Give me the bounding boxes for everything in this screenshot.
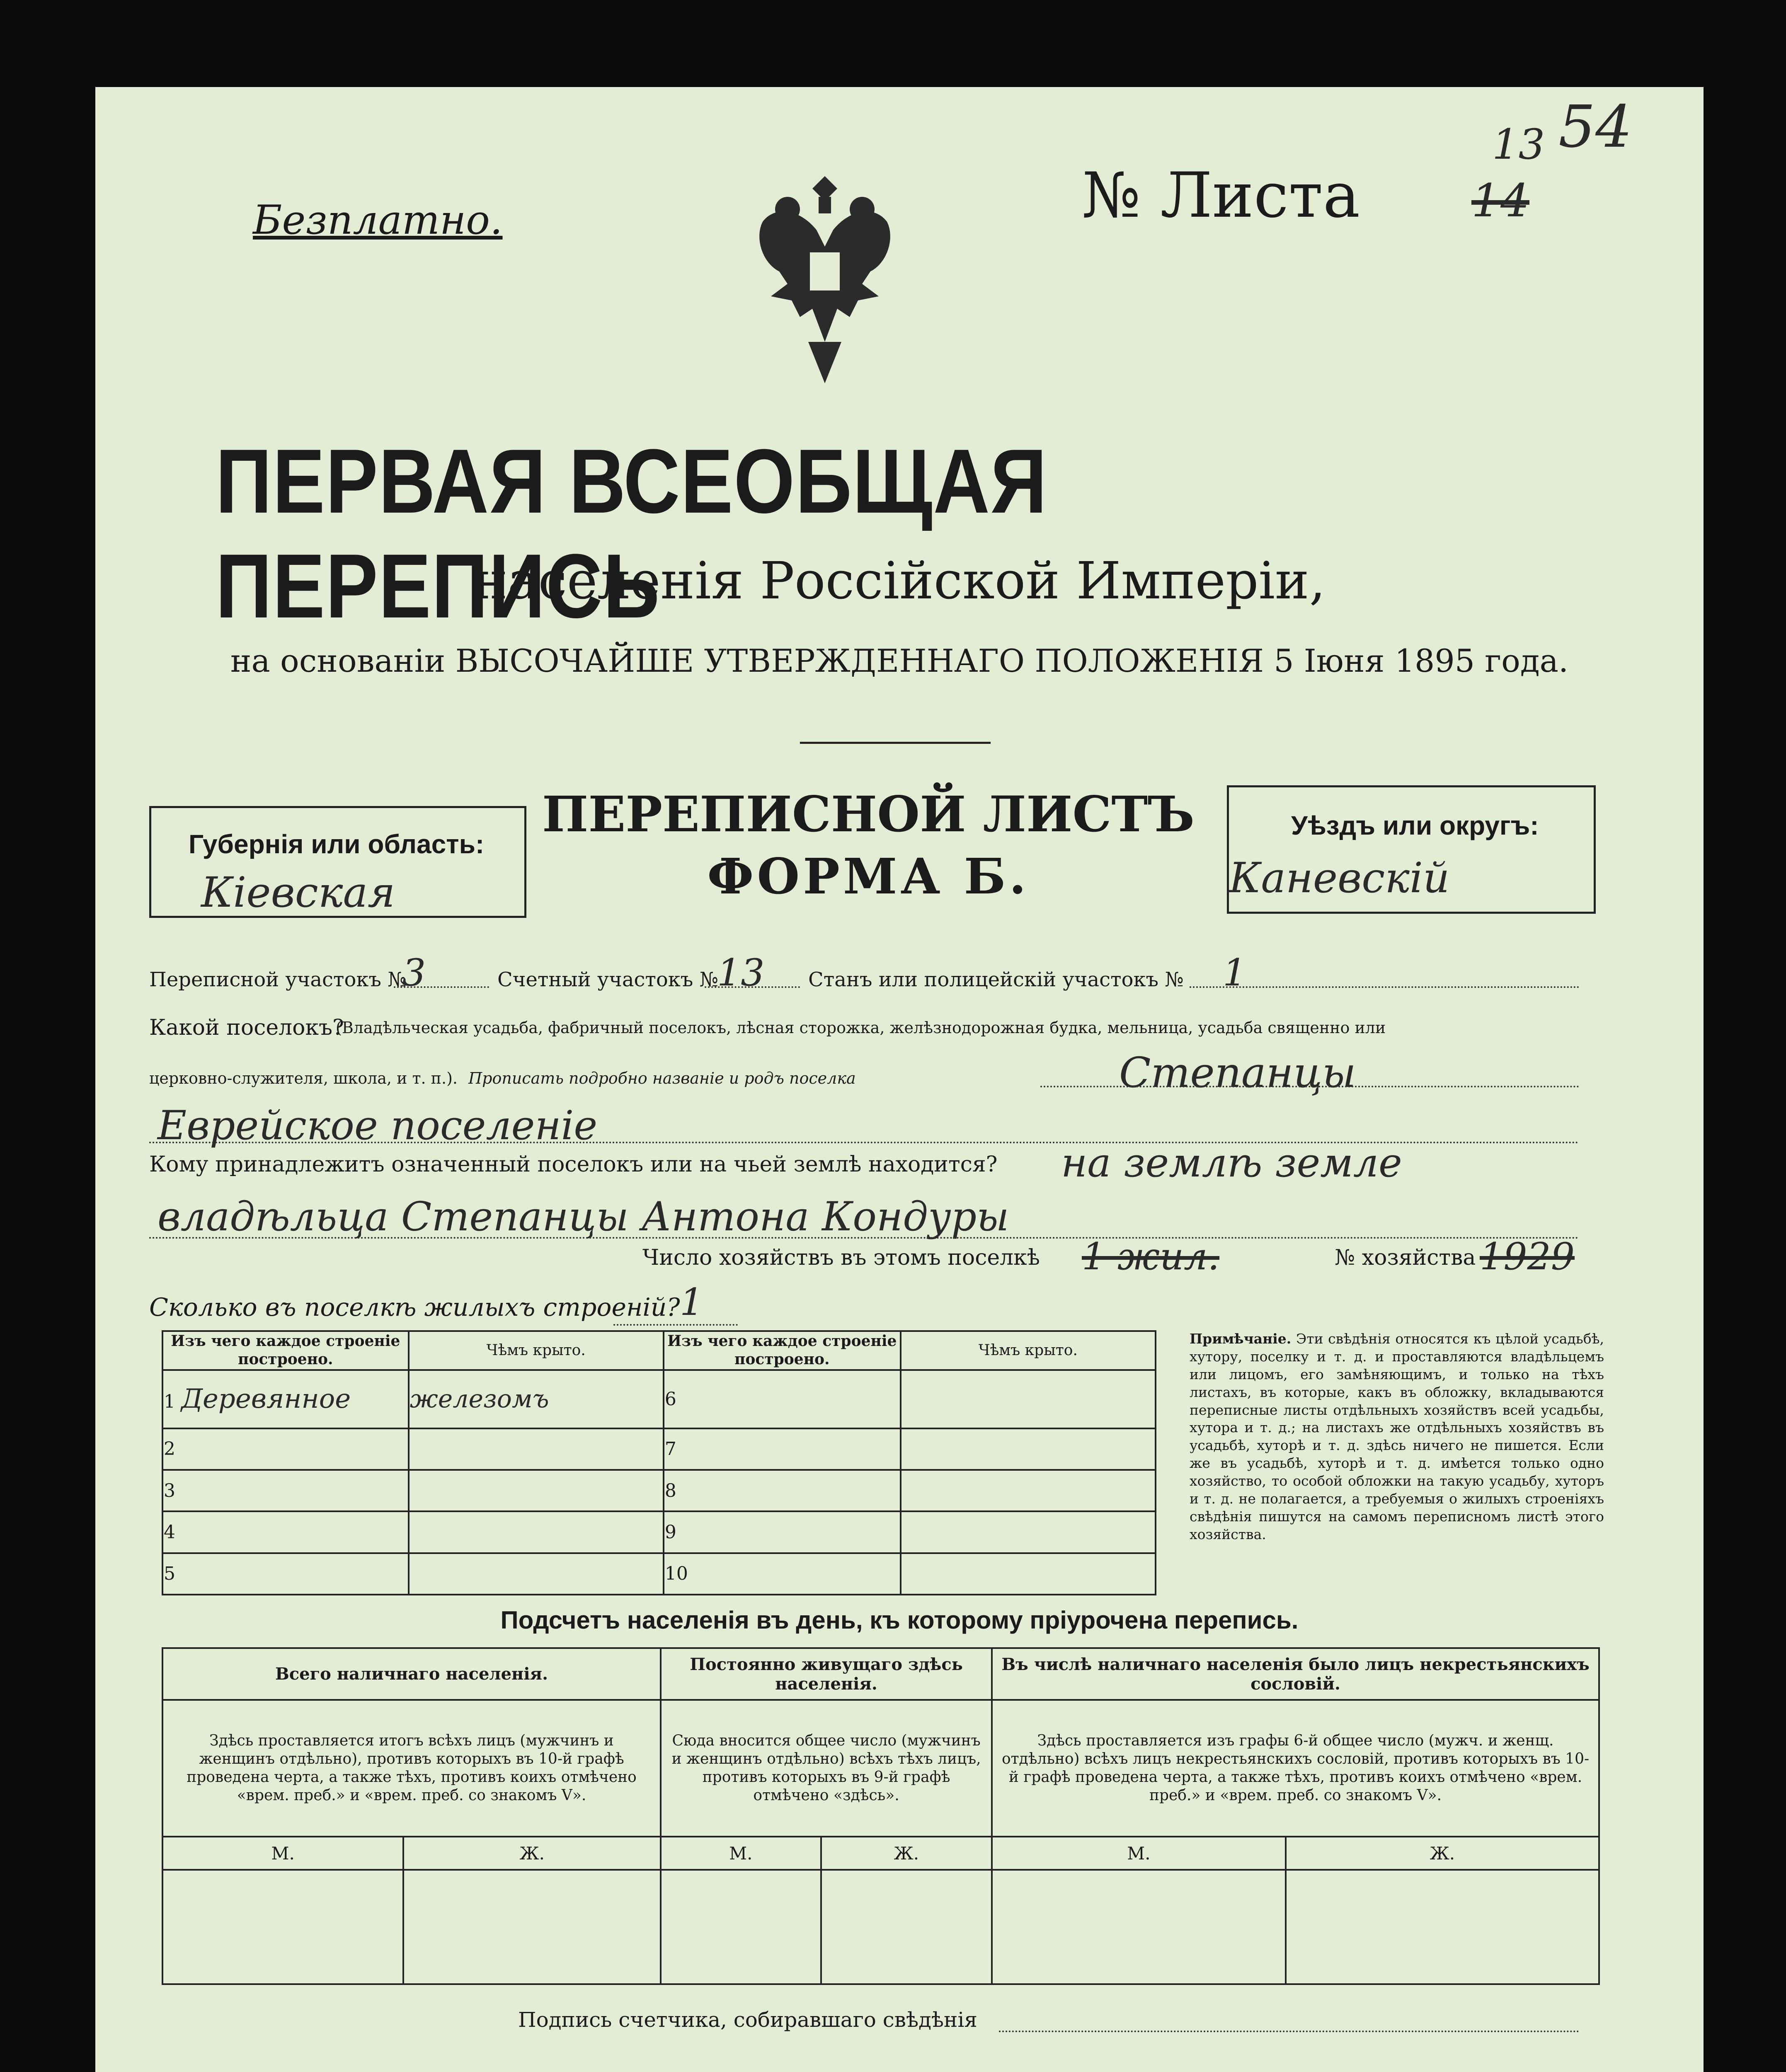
row-number: 2 — [164, 1438, 175, 1460]
census-sheet — [95, 87, 1704, 2072]
free-label: Безплатно. — [253, 197, 503, 243]
count-col3-title: Въ числѣ наличнаго населенія было лицъ некрестьянскихъ сословій. — [992, 1648, 1599, 1700]
perepis-uch-value: 3 — [402, 951, 426, 995]
sheet-number-corner: 54 — [1558, 93, 1633, 161]
row-number: 8 — [664, 1480, 676, 1501]
col-material-left: Изъ чего каждое строеніе построено. — [162, 1331, 409, 1370]
buildings-value: 1 — [680, 1280, 704, 1324]
row-number: 5 — [164, 1563, 175, 1585]
uezd-box — [1227, 785, 1596, 914]
owner-value-1: на землѣ земле — [1061, 1140, 1402, 1186]
perepis-uch-label: Переписной участокъ № — [149, 968, 407, 991]
m-label: М. — [661, 1837, 821, 1870]
row-number: 3 — [164, 1480, 175, 1501]
note-text: Эти свѣдѣнія относятся къ цѣлой усадьбѣ, хутору, поселку и т. д. и проставляются владѣльцемъ или лицомъ, его замѣняющимъ, и только на тѣхъ листахъ, въ которые, какъ въ обложку, вкладываются переписные листы отдѣльныхъ хозяйствъ всей усадьбы, хутора и т. д.; на листахъ же отдѣльныхъ хозяйствъ въ усадьбѣ, хуторѣ и т. д. здѣсь ничего не пишется. Если же въ усадьбѣ, хуторѣ и т. д. имѣется только одно хозяйство, то особой обложки на такую усадьбу, хуторъ и т. д. не полагается, а требуемыя о жилыхъ строеніяхъ свѣдѣнія пишутся на самомъ переписномъ листѣ этого хозяйства. — [1190, 1331, 1604, 1542]
table-row — [162, 1370, 1156, 1428]
table-row — [162, 1470, 1156, 1511]
zh-label: Ж. — [403, 1837, 661, 1870]
row-material: Деревянное — [181, 1384, 351, 1415]
m-label: М. — [992, 1837, 1286, 1870]
owner-label: Кому принадлежитъ означенный поселокъ или на чьей землѣ находится? — [149, 1152, 998, 1177]
row-number: 6 — [664, 1388, 676, 1410]
household-no-label: № хозяйства — [1335, 1245, 1476, 1270]
poselok-hint-3: Прописать подробно названіе и родъ поселка — [468, 1069, 856, 1087]
m-label: М. — [162, 1837, 403, 1870]
subtitle: населенія Россійской Имперіи, — [473, 551, 1326, 611]
poselok-hint-1: (Владѣльческая усадьба, фабричный поселокъ, лѣсная сторожка, желѣзнодорожная будка, мельница, усадьба священно или — [336, 1019, 1386, 1037]
households-value: 1 жил. — [1082, 1235, 1220, 1278]
gubernia-value: Кіевская — [201, 868, 395, 917]
poselok-line-1 — [1040, 1086, 1579, 1087]
count-cell — [821, 1870, 992, 1984]
row-number: 4 — [164, 1521, 175, 1543]
poselok-value-2: Еврейское поселеніе — [158, 1102, 598, 1149]
imperial-eagle-emblem — [738, 160, 912, 392]
count-col2-title: Постоянно живущаго здѣсь населенія. — [661, 1648, 992, 1700]
row-number: 10 — [664, 1563, 688, 1585]
table-row — [162, 1511, 1156, 1553]
count-cell — [661, 1870, 821, 1984]
poselok-label: Какой поселокъ? — [149, 1015, 344, 1040]
uezd-value: Каневскій — [1229, 854, 1450, 902]
poselok-value-1: Степанцы — [1119, 1048, 1356, 1097]
buildings-line — [613, 1324, 738, 1326]
main-title: ПЕРВАЯ ВСЕОБЩАЯ ПЕРЕПИСЬ — [216, 430, 1048, 637]
perepis-uch-line — [394, 986, 489, 988]
households-label: Число хозяйствъ въ этомъ поселкѣ — [642, 1245, 1040, 1270]
count-cell — [162, 1870, 403, 1984]
count-cell — [992, 1870, 1286, 1984]
table-row — [162, 1553, 1156, 1595]
sheet-number-crossed: 14 — [1471, 174, 1529, 227]
buildings-table — [162, 1330, 1156, 1595]
count-col1-text: Здѣсь проставляется итогъ всѣхъ лицъ (мужчинъ и женщинъ отдѣльно), противъ которыхъ въ 10-й графѣ проведена черта, а также тѣхъ, противъ коихъ отмѣчено «врем. преб.» и «врем. преб. со знакомъ V». — [162, 1700, 661, 1837]
row-number: 1 — [164, 1391, 175, 1413]
schet-uch-value: 13 — [717, 951, 765, 995]
signature-label: Подпись счетчика, собиравшаго свѣдѣнія — [518, 2008, 977, 2032]
count-title: Подсчетъ населенія въ день, къ которому пріурочена перепись. — [500, 1606, 1299, 1634]
count-col1-title: Всего наличнаго населенія. — [162, 1648, 661, 1700]
count-table — [162, 1647, 1600, 1985]
sheet-number-label: № Листа — [1082, 160, 1360, 232]
buildings-label: Сколько въ поселкѣ жилыхъ строеній? — [149, 1293, 680, 1322]
poselok-hint-2: церковно-служителя, школа, и т. п.). — [149, 1069, 458, 1087]
count-cell — [403, 1870, 661, 1984]
col-material-right: Изъ чего каждое строеніе построено. — [664, 1331, 901, 1370]
zh-label: Ж. — [1286, 1837, 1599, 1870]
sheet-number-value: 13 — [1492, 120, 1545, 169]
stan-line — [1190, 986, 1579, 988]
row-roof: железомъ — [409, 1370, 664, 1428]
form-type: ФОРМА Б. — [707, 847, 1030, 905]
owner-line — [149, 1237, 1579, 1239]
stan-label: Станъ или полицейскій участокъ № — [808, 968, 1184, 991]
count-col3-text: Здѣсь проставляется изъ графы 6-й общее число (мужч. и женщ. отдѣльно) всѣхъ лицъ некрестьянскихъ сословій, противъ которыхъ въ 10-й графѣ проведена черта, а также тѣхъ, противъ коихъ отмѣчено «врем. преб.» и «врем. преб. со знакомъ V». — [992, 1700, 1599, 1837]
note-block — [1190, 1330, 1604, 1544]
count-col2-text: Сюда вносится общее число (мужчинъ и женщинъ отдѣльно) всѣхъ тѣхъ лицъ, противъ которыхъ въ 9-й графѣ отмѣчено «здѣсь». — [661, 1700, 992, 1837]
uezd-label: Уѣздъ или округъ: — [1291, 811, 1539, 840]
note-label: Примѣчаніе. — [1190, 1331, 1292, 1347]
row-number: 7 — [664, 1438, 676, 1460]
count-cell — [1286, 1870, 1599, 1984]
gubernia-box — [149, 806, 526, 918]
form-name: ПЕРЕПИСНОЙ ЛИСТЪ — [542, 785, 1195, 843]
table-row — [162, 1428, 1156, 1470]
schet-uch-line — [705, 986, 800, 988]
zh-label: Ж. — [821, 1837, 992, 1870]
col-roof-right: Чѣмъ крыто. — [901, 1331, 1156, 1370]
household-no-value: 1929 — [1480, 1235, 1575, 1278]
basis-line: на основаніи ВЫСОЧАЙШЕ УТВЕРЖДЕННАГО ПОЛОЖЕНІЯ 5 Іюня 1895 года. — [230, 642, 1569, 679]
title-divider — [800, 742, 991, 744]
col-roof-left: Чѣмъ крыто. — [409, 1331, 664, 1370]
owner-value-2: владѣльца Степанцы Антона Кондуры — [158, 1193, 1009, 1240]
gubernia-label: Губернія или область: — [189, 829, 485, 859]
signature-line — [999, 2031, 1579, 2032]
stan-value: 1 — [1223, 951, 1247, 995]
schet-uch-label: Счетный участокъ № — [497, 968, 719, 991]
row-number: 9 — [664, 1521, 676, 1543]
